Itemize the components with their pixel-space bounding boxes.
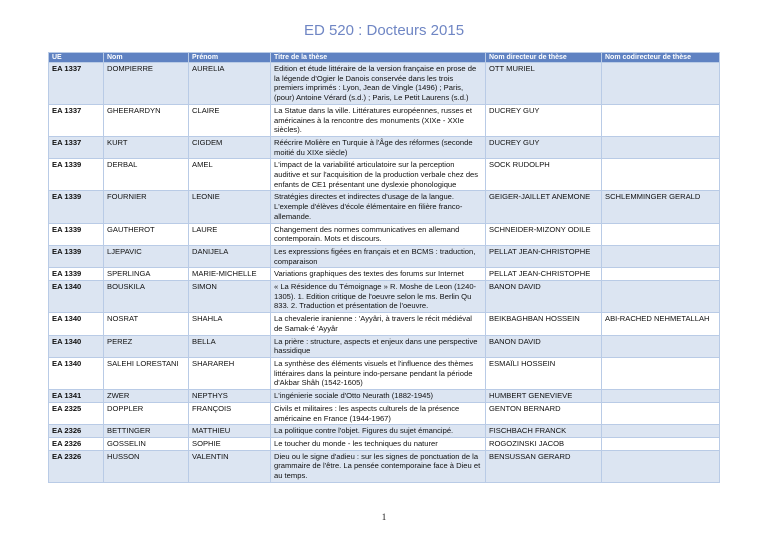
doctors-table bbox=[48, 52, 720, 483]
cell-codirecteur bbox=[602, 136, 720, 158]
cell-ue: EA 1339 bbox=[49, 159, 104, 191]
cell-directeur: BANON DAVID bbox=[486, 281, 602, 313]
cell-ue: EA 1340 bbox=[49, 335, 104, 357]
cell-ue: EA 2325 bbox=[49, 402, 104, 424]
header-directeur: Nom directeur de thèse bbox=[486, 53, 602, 63]
cell-directeur: ROGOZINSKI JACOB bbox=[486, 437, 602, 450]
cell-codirecteur bbox=[602, 437, 720, 450]
cell-ue: EA 1340 bbox=[49, 313, 104, 335]
table-row bbox=[49, 159, 720, 191]
cell-nom: NOSRAT bbox=[104, 313, 189, 335]
header-titre: Titre de la thèse bbox=[271, 53, 486, 63]
cell-titre: L'impact de la variabilité articulatoire sur la perception auditive et sur l'acquisition de la production verbale chez des enfants de CE1 présentant une dyslexie phonologique bbox=[271, 159, 486, 191]
cell-nom: GHEERARDYN bbox=[104, 104, 189, 136]
cell-directeur: ESMAÏLI HOSSEIN bbox=[486, 357, 602, 389]
cell-prenom: NEPTHYS bbox=[189, 390, 271, 403]
cell-nom: GAUTHEROT bbox=[104, 223, 189, 245]
cell-ue: EA 2326 bbox=[49, 437, 104, 450]
page-title: ED 520 : Docteurs 2015 bbox=[303, 22, 465, 39]
cell-prenom: FRANÇOIS bbox=[189, 402, 271, 424]
cell-codirecteur: ABI-RACHED NEHMETALLAH bbox=[602, 313, 720, 335]
cell-nom: HUSSON bbox=[104, 450, 189, 482]
cell-codirecteur bbox=[602, 281, 720, 313]
cell-prenom: BELLA bbox=[189, 335, 271, 357]
table-row bbox=[49, 313, 720, 335]
cell-prenom: VALENTIN bbox=[189, 450, 271, 482]
cell-directeur: SOCK RUDOLPH bbox=[486, 159, 602, 191]
cell-titre: La prière : structure, aspects et enjeux dans une perspective hassidique bbox=[271, 335, 486, 357]
table-row bbox=[49, 402, 720, 424]
table-row bbox=[49, 268, 720, 281]
cell-directeur: FISCHBACH FRANCK bbox=[486, 425, 602, 438]
cell-codirecteur bbox=[602, 159, 720, 191]
cell-prenom: DANIJELA bbox=[189, 245, 271, 267]
table-row bbox=[49, 245, 720, 267]
header-nom: Nom bbox=[104, 53, 189, 63]
cell-prenom: CIGDEM bbox=[189, 136, 271, 158]
cell-ue: EA 1339 bbox=[49, 245, 104, 267]
cell-prenom: CLAIRE bbox=[189, 104, 271, 136]
cell-codirecteur bbox=[602, 268, 720, 281]
cell-codirecteur bbox=[602, 425, 720, 438]
cell-ue: EA 1340 bbox=[49, 357, 104, 389]
cell-codirecteur bbox=[602, 357, 720, 389]
cell-nom: BOUSKILA bbox=[104, 281, 189, 313]
cell-directeur: DUCREY GUY bbox=[486, 136, 602, 158]
cell-codirecteur bbox=[602, 450, 720, 482]
cell-nom: DOMPIERRE bbox=[104, 63, 189, 105]
cell-titre: Le toucher du monde - les techniques du naturer bbox=[271, 437, 486, 450]
cell-codirecteur bbox=[602, 223, 720, 245]
cell-directeur: BENSUSSAN GERARD bbox=[486, 450, 602, 482]
cell-codirecteur: SCHLEMMINGER GERALD bbox=[602, 191, 720, 223]
cell-ue: EA 1341 bbox=[49, 390, 104, 403]
cell-directeur: DUCREY GUY bbox=[486, 104, 602, 136]
cell-nom: GOSSELIN bbox=[104, 437, 189, 450]
cell-ue: EA 1339 bbox=[49, 191, 104, 223]
cell-prenom: AURELIA bbox=[189, 63, 271, 105]
table-header-row bbox=[49, 53, 720, 63]
header-prenom: Prénom bbox=[189, 53, 271, 63]
cell-nom: KURT bbox=[104, 136, 189, 158]
cell-directeur: GEIGER-JAILLET ANEMONE bbox=[486, 191, 602, 223]
cell-nom: SALEHI LORESTANI bbox=[104, 357, 189, 389]
table-row bbox=[49, 335, 720, 357]
cell-titre: La chevalerie iranienne : 'Ayyâri, à travers le récit médiéval de Samak-é 'Ayyâr bbox=[271, 313, 486, 335]
cell-codirecteur bbox=[602, 335, 720, 357]
table-row bbox=[49, 63, 720, 105]
cell-directeur: GENTON BERNARD bbox=[486, 402, 602, 424]
cell-prenom: MARIE-MICHELLE bbox=[189, 268, 271, 281]
table-row bbox=[49, 425, 720, 438]
header-codirecteur: Nom codirecteur de thèse bbox=[602, 53, 720, 63]
cell-titre: La politique contre l'objet. Figures du sujet émancipé. bbox=[271, 425, 486, 438]
table-row bbox=[49, 104, 720, 136]
cell-titre: Les expressions figées en français et en BCMS : traduction, comparaison bbox=[271, 245, 486, 267]
cell-prenom: SHAHLA bbox=[189, 313, 271, 335]
table-row bbox=[49, 437, 720, 450]
table-row bbox=[49, 390, 720, 403]
cell-directeur: PELLAT JEAN-CHRISTOPHE bbox=[486, 245, 602, 267]
cell-directeur: OTT MURIEL bbox=[486, 63, 602, 105]
cell-nom: SPERLINGA bbox=[104, 268, 189, 281]
cell-ue: EA 1337 bbox=[49, 104, 104, 136]
cell-nom: DERBAL bbox=[104, 159, 189, 191]
table-row bbox=[49, 136, 720, 158]
cell-titre: Variations graphiques des textes des forums sur Internet bbox=[271, 268, 486, 281]
cell-ue: EA 2326 bbox=[49, 450, 104, 482]
cell-nom: BETTINGER bbox=[104, 425, 189, 438]
page-number: 1 bbox=[381, 512, 387, 522]
cell-codirecteur bbox=[602, 63, 720, 105]
cell-titre: Changement des normes communicatives en allemand contemporain. Mots et discours. bbox=[271, 223, 486, 245]
cell-directeur: HUMBERT GENEVIEVE bbox=[486, 390, 602, 403]
cell-ue: EA 1339 bbox=[49, 268, 104, 281]
table-row bbox=[49, 281, 720, 313]
cell-titre: Civils et militaires : les aspects culturels de la présence américaine en France (1944-1967) bbox=[271, 402, 486, 424]
cell-codirecteur bbox=[602, 104, 720, 136]
cell-titre: La Statue dans la ville. Littératures européennes, russes et américaines à la rencontre des monuments (XIXe - XXIe siècles). bbox=[271, 104, 486, 136]
cell-codirecteur bbox=[602, 245, 720, 267]
cell-nom: LJEPAVIC bbox=[104, 245, 189, 267]
table-row bbox=[49, 223, 720, 245]
cell-prenom: LEONIE bbox=[189, 191, 271, 223]
cell-prenom: MATTHIEU bbox=[189, 425, 271, 438]
cell-titre: La synthèse des éléments visuels et l'influence des thèmes littéraires dans la peinture indo-persane pendant la période d'Akbar Shâh (1542-1605) bbox=[271, 357, 486, 389]
cell-ue: EA 1339 bbox=[49, 223, 104, 245]
table-body bbox=[49, 63, 720, 483]
cell-nom: FOURNIER bbox=[104, 191, 189, 223]
cell-titre: Dieu ou le signe d'adieu : sur les signes de ponctuation de la grammaire de l'être. La pensée contemporaine face à Dieu et au temps. bbox=[271, 450, 486, 482]
cell-ue: EA 1340 bbox=[49, 281, 104, 313]
cell-directeur: BANON DAVID bbox=[486, 335, 602, 357]
cell-directeur: BEIKBAGHBAN HOSSEIN bbox=[486, 313, 602, 335]
cell-prenom: SHARAREH bbox=[189, 357, 271, 389]
cell-nom: ZWER bbox=[104, 390, 189, 403]
cell-titre: Stratégies directes et indirectes d'usage de la langue. L'exemple d'élèves d'école élémentaire en filière franco-allemande. bbox=[271, 191, 486, 223]
header-ue: UE bbox=[49, 53, 104, 63]
table-row bbox=[49, 450, 720, 482]
cell-prenom: AMEL bbox=[189, 159, 271, 191]
cell-prenom: LAURE bbox=[189, 223, 271, 245]
table-row bbox=[49, 191, 720, 223]
cell-nom: DOPPLER bbox=[104, 402, 189, 424]
cell-ue: EA 1337 bbox=[49, 136, 104, 158]
cell-titre: L'ingénierie sociale d'Otto Neurath (1882-1945) bbox=[271, 390, 486, 403]
cell-directeur: SCHNEIDER-MIZONY ODILE bbox=[486, 223, 602, 245]
cell-prenom: SIMON bbox=[189, 281, 271, 313]
table-row bbox=[49, 357, 720, 389]
cell-titre: « La Résidence du Témoignage » R. Moshe de Leon (1240-1305). 1. Edition critique de l'oeuvre selon le ms. Berlin Qu 833. 2. Traduction et présentation de l'oeuvre. bbox=[271, 281, 486, 313]
cell-directeur: PELLAT JEAN-CHRISTOPHE bbox=[486, 268, 602, 281]
cell-ue: EA 1337 bbox=[49, 63, 104, 105]
cell-titre: Edition et étude littéraire de la version française en prose de la légende d'Ogier le Danois conservée dans les trois premiers imprimés : Lyon, Jean de Vingle (1496) ; Paris, (pour) Antoine Vérard (s.d.) ; Paris, Le Petit Laurens (s.d.) bbox=[271, 63, 486, 105]
cell-codirecteur bbox=[602, 402, 720, 424]
cell-prenom: SOPHIE bbox=[189, 437, 271, 450]
cell-codirecteur bbox=[602, 390, 720, 403]
cell-ue: EA 2326 bbox=[49, 425, 104, 438]
cell-titre: Réécrire Molière en Turquie à l'Âge des réformes (seconde moitié du XIXe siècle) bbox=[271, 136, 486, 158]
cell-nom: PEREZ bbox=[104, 335, 189, 357]
